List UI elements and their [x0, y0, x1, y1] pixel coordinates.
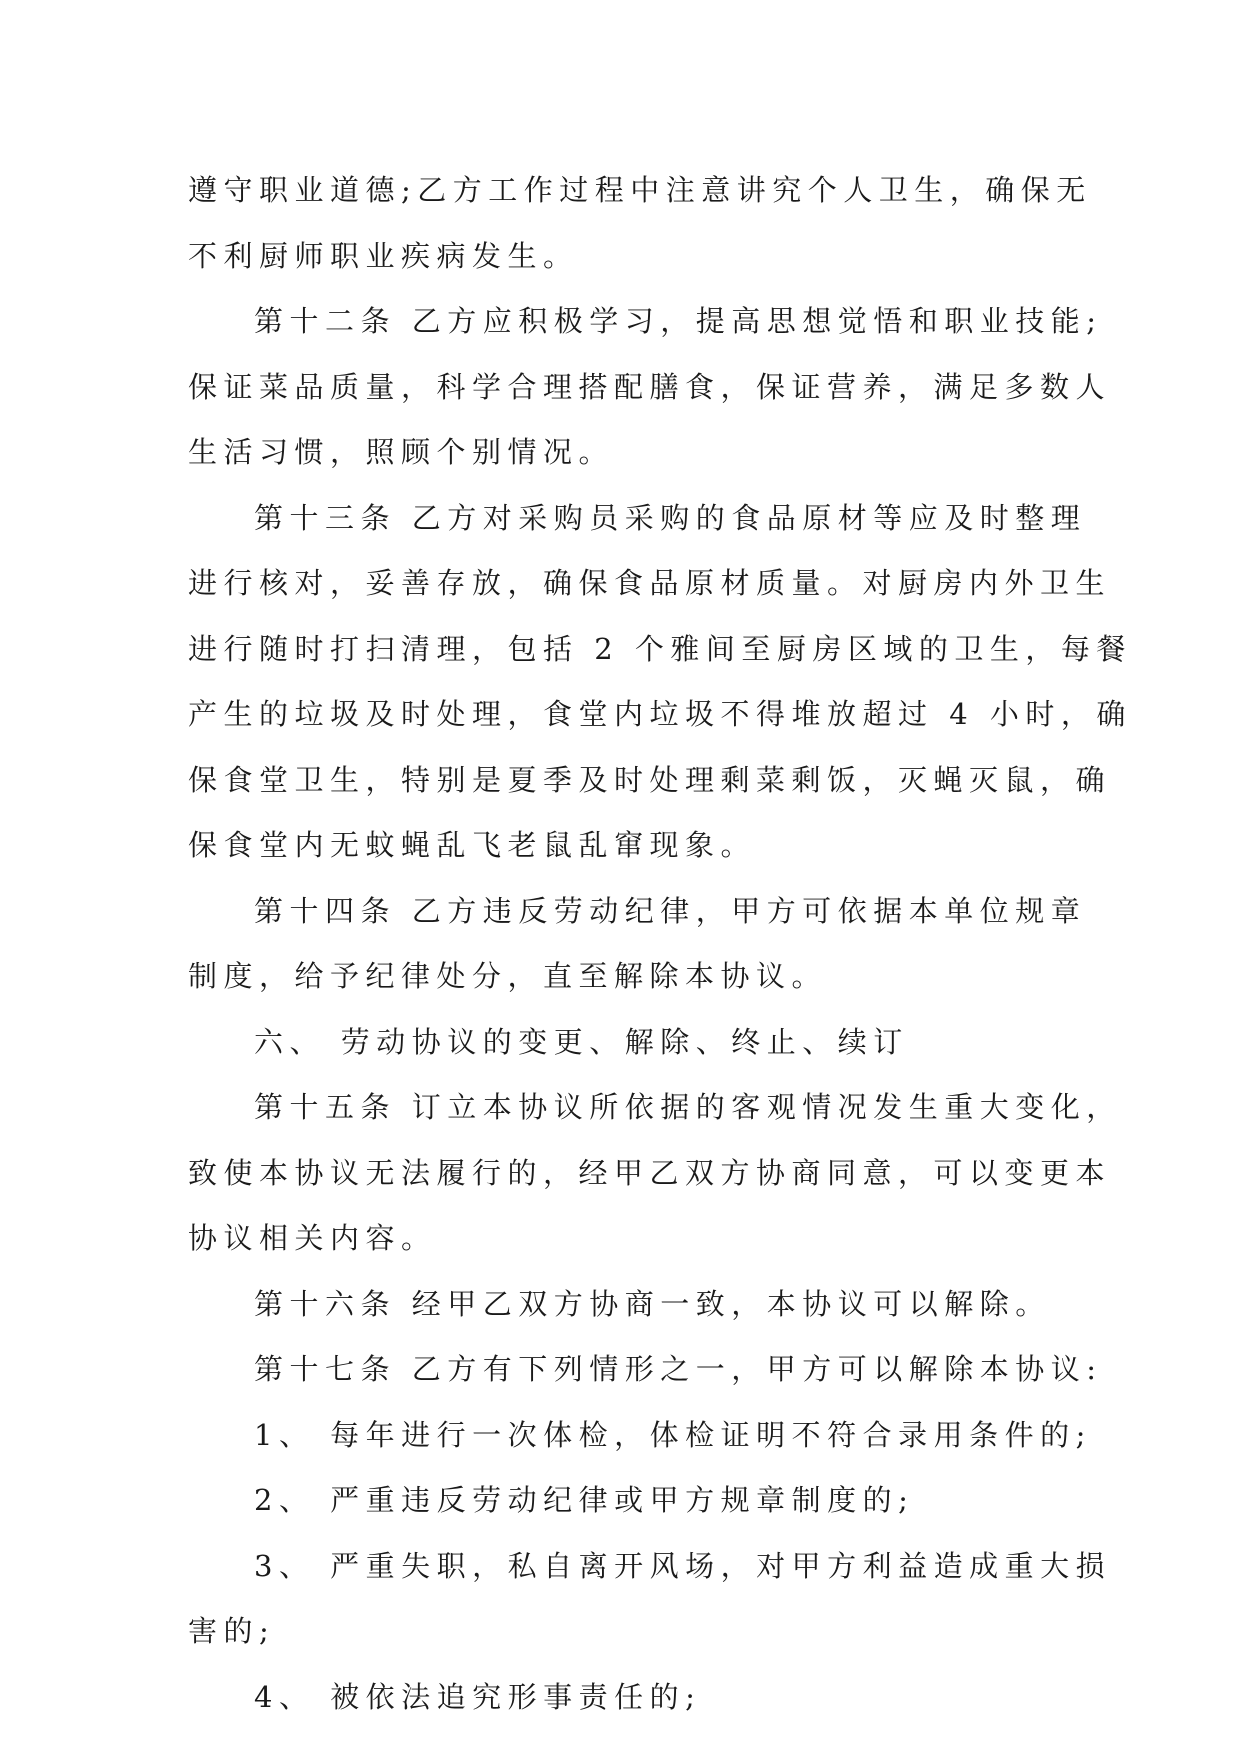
text-line: 3、 严重失职，私自离开风场，对甲方利益造成重大损	[254, 1548, 1112, 1583]
text-line: 第十四条 乙方违反劳动纪律，甲方可依据本单位规章	[254, 893, 1087, 928]
text-line: 保食堂卫生，特别是夏季及时处理剩菜剩饭，灭蝇灭鼠，确	[188, 762, 1112, 797]
text-line: 第十五条 订立本协议所依据的客观情况发生重大变化，	[254, 1090, 1122, 1124]
text-line: 致使本协议无法履行的，经甲乙双方协商同意，可以变更本	[188, 1155, 1112, 1190]
text-line: 遵守职业道德;乙方工作过程中注意讲究个人卫生，确保无	[188, 173, 1092, 207]
text-line: 制度，给予纪律处分，直至解除本协议。	[188, 959, 828, 993]
text-line: 1、 每年进行一次体检，体检证明不符合录用条件的;	[254, 1417, 1092, 1452]
text-line: 协议相关内容。	[188, 1221, 437, 1255]
text-line: 生活习惯，照顾个别情况。	[188, 435, 615, 469]
text-line: 第十二条 乙方应积极学习，提高思想觉悟和职业技能;	[254, 304, 1103, 338]
text-line: 2、 严重违反劳动纪律或甲方规章制度的;	[254, 1483, 915, 1517]
text-line: 4、 被依法追究形事责任的;	[254, 1679, 702, 1714]
text-line: 不利厨师职业疾病发生。	[188, 238, 579, 273]
text-line: 第十六条 经甲乙双方协商一致，本协议可以解除。	[254, 1286, 1051, 1321]
text-line: 进行随时打扫清理，包括 2 个雅间至厨房区域的卫生，每餐	[188, 631, 1132, 666]
text-line: 进行核对，妥善存放，确保食品原材质量。对厨房内外卫生	[188, 566, 1112, 600]
document-body	[188, 158, 1132, 1730]
text-line: 保食堂内无蚊蝇乱飞老鼠乱窜现象。	[188, 828, 757, 862]
text-line: 产生的垃圾及时处理，食堂内垃圾不得堆放超过 4 小时，确	[188, 697, 1132, 731]
text-line: 六、 劳动协议的变更、解除、终止、续订	[254, 1024, 909, 1059]
text-line: 害的;	[188, 1614, 276, 1648]
text-line: 保证菜品质量，科学合理搭配膳食，保证营养，满足多数人	[188, 369, 1112, 404]
text-line: 第十七条 乙方有下列情形之一，甲方可以解除本协议:	[254, 1352, 1103, 1386]
text-line: 第十三条 乙方对采购员采购的食品原材等应及时整理	[254, 500, 1087, 535]
